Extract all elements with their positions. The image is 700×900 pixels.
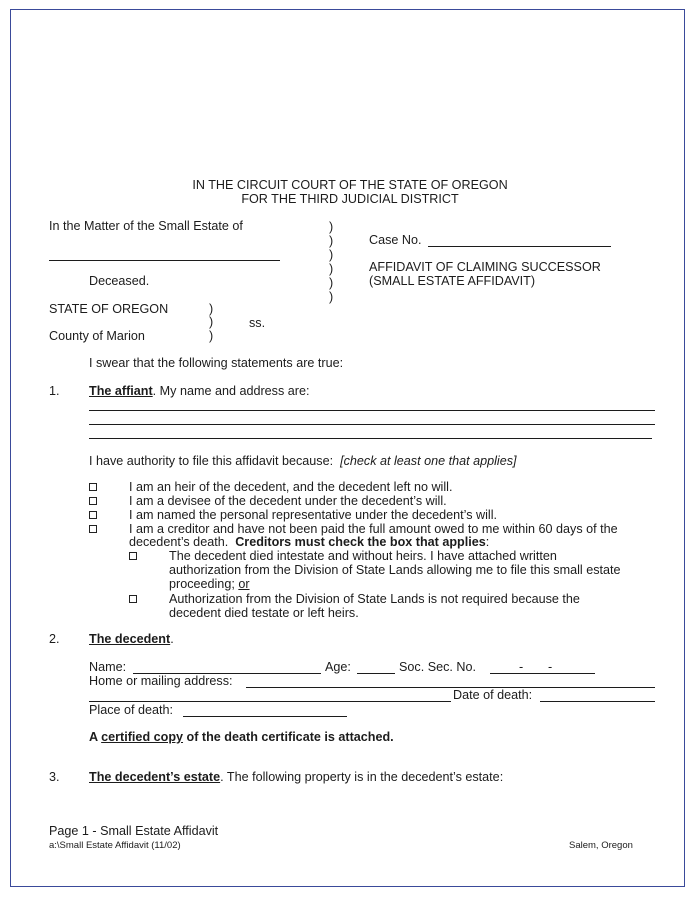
creditor-colon: :	[485, 535, 490, 549]
section-1-heading: The affiant	[89, 384, 153, 398]
caption-paren: )	[329, 262, 334, 276]
certified-copy-text: certified copy	[101, 730, 184, 744]
matter-label: In the Matter of the Small Estate of	[49, 219, 243, 233]
age-line[interactable]	[357, 673, 395, 674]
option-heir-checkbox[interactable]	[89, 480, 97, 494]
option-creditor-label: I am a creditor and have not been paid the full amount owed to me within 60 days of the	[129, 522, 618, 536]
address-line-1[interactable]	[246, 687, 655, 688]
sub-option-intestate-line-3	[169, 577, 250, 591]
case-no-line[interactable]	[428, 246, 611, 247]
certified-copy-statement	[89, 730, 394, 744]
sub-option-intestate-line-1: The decedent died intestate and without heirs. I have attached written	[169, 549, 557, 563]
footer-city: Salem, Oregon	[569, 840, 633, 851]
caption-paren: )	[329, 276, 334, 290]
sub-option-intestate-checkbox[interactable]	[129, 549, 137, 563]
caption-paren: )	[329, 234, 334, 248]
place-of-death-line[interactable]	[183, 716, 347, 717]
proceeding-text: proceeding;	[169, 577, 235, 591]
authority-instruction: [check at least one that applies]	[340, 454, 517, 468]
address-label: Home or mailing address:	[89, 674, 233, 688]
address-line-2[interactable]	[89, 701, 451, 702]
deceased-label: Deceased.	[89, 274, 150, 288]
section-2-heading-line	[89, 632, 174, 646]
state-label: STATE OF OREGON	[49, 302, 169, 316]
name-label: Name:	[89, 660, 127, 674]
ssn-line[interactable]	[490, 673, 595, 674]
sub-option-authorization-line-1: Authorization from the Division of State Lands is not required because the	[169, 592, 580, 606]
footer-page: Page 1 - Small Estate Affidavit	[49, 824, 219, 838]
county-label: County of Marion	[49, 329, 145, 343]
authority-line	[89, 454, 517, 468]
option-representative-label: I am named the personal representative under the decedent’s will.	[129, 508, 498, 522]
section-2-number: 2.	[49, 632, 60, 646]
ss-label: ss.	[249, 316, 266, 330]
sub-option-authorization-line-2: decedent died testate or left heirs.	[169, 606, 359, 620]
date-of-death-line[interactable]	[540, 701, 655, 702]
option-devisee-label: I am a devisee of the decedent under the decedent’s will.	[129, 494, 447, 508]
affiant-line-2[interactable]	[89, 424, 655, 425]
court-line-1: IN THE CIRCUIT COURT OF THE STATE OF OREGON	[192, 178, 508, 192]
date-of-death-label: Date of death:	[453, 688, 533, 702]
section-1-heading-line	[89, 384, 309, 398]
caption-paren: )	[329, 290, 334, 304]
affidavit-title-2: (SMALL ESTATE AFFIDAVIT)	[369, 274, 536, 288]
certified-rest: of the death certificate is attached.	[186, 730, 394, 744]
age-label: Age:	[325, 660, 351, 674]
section-2-heading-end: .	[170, 632, 174, 646]
affiant-line-3[interactable]	[89, 438, 652, 439]
estate-name-line[interactable]	[49, 260, 280, 261]
option-representative-checkbox[interactable]	[89, 508, 97, 522]
authority-text: I have authority to file this affidavit because:	[89, 454, 334, 468]
or-text: or	[238, 577, 250, 591]
swear-statement: I swear that the following statements are true:	[89, 356, 344, 370]
caption-paren: )	[329, 248, 334, 262]
option-heir-label: I am an heir of the decedent, and the decedent left no will.	[129, 480, 453, 494]
sub-option-intestate-line-2: authorization from the Division of State Lands allowing me to file this small estate	[169, 563, 621, 577]
ssn-dash-2: -	[548, 660, 553, 674]
affidavit-title-1: AFFIDAVIT OF CLAIMING SUCCESSOR	[369, 260, 601, 274]
creditor-continuation	[129, 535, 489, 549]
court-line-2: FOR THE THIRD JUDICIAL DISTRICT	[241, 192, 459, 206]
venue-paren: )	[209, 315, 214, 329]
section-2-heading: The decedent	[89, 632, 171, 646]
affiant-line-1[interactable]	[89, 410, 655, 411]
footer-file: a:\Small Estate Affidavit (11/02)	[49, 840, 181, 851]
ssn-label: Soc. Sec. No.	[399, 660, 476, 674]
ssn-dash-1: -	[519, 660, 524, 674]
venue-paren: )	[209, 329, 214, 343]
venue-paren: )	[209, 302, 214, 316]
section-3-heading-line	[89, 770, 503, 784]
case-no-label: Case No.	[369, 233, 422, 247]
creditor-instruction: Creditors must check the box that applies	[235, 535, 486, 549]
certified-a: A	[89, 730, 98, 744]
creditor-cont-text: decedent’s death.	[129, 535, 229, 549]
page-border	[10, 9, 685, 887]
section-3-number: 3.	[49, 770, 60, 784]
place-of-death-label: Place of death:	[89, 703, 174, 717]
sub-option-authorization-checkbox[interactable]	[129, 592, 137, 606]
section-1-text: . My name and address are:	[152, 384, 310, 398]
option-devisee-checkbox[interactable]	[89, 494, 97, 508]
option-creditor-checkbox[interactable]	[89, 522, 97, 536]
section-1-number: 1.	[49, 384, 60, 398]
caption-paren: )	[329, 220, 334, 234]
section-3-text: . The following property is in the decedent’s estate:	[220, 770, 504, 784]
section-3-heading: The decedent’s estate	[89, 770, 221, 784]
